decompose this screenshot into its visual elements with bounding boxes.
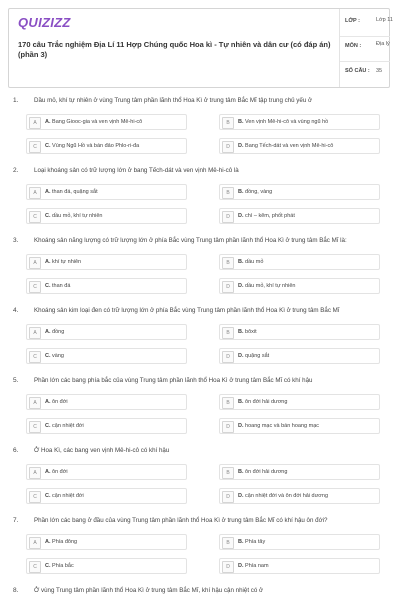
option-label: quặng sắt xyxy=(243,353,270,359)
option-text xyxy=(45,143,139,149)
option-letter-badge: D xyxy=(222,211,234,223)
option-letter-badge: B xyxy=(222,397,234,409)
option-text xyxy=(45,189,98,195)
option-prefix: C. xyxy=(45,143,51,149)
option-text xyxy=(238,469,287,475)
header-divider xyxy=(339,9,340,87)
option-label: Bang Giooc-gia và ven vịnh Mê-hi-cô xyxy=(50,119,143,125)
question-number: 1. xyxy=(13,97,19,104)
count-label: SỐ CÂU : xyxy=(345,68,370,74)
option-prefix: B. xyxy=(238,259,244,265)
meta-divider xyxy=(340,61,390,62)
answer-option-c[interactable] xyxy=(26,348,187,364)
option-text xyxy=(45,329,64,335)
option-prefix: B. xyxy=(238,189,244,195)
answer-option-c[interactable] xyxy=(26,138,187,154)
option-label: Ven vịnh Mê-hi-cô và vùng ngũ hồ xyxy=(243,119,329,125)
worksheet-title: 170 câu Trắc nghiệm Địa Lí 11 Hợp Chúng quốc Hoa kì - Tự nhiên và dân cư (có đáp án) (phần 3) xyxy=(18,40,331,59)
option-prefix: D. xyxy=(238,353,244,359)
answer-option-d[interactable] xyxy=(219,278,380,294)
option-prefix: B. xyxy=(238,539,244,545)
option-text xyxy=(238,563,269,569)
option-prefix: B. xyxy=(238,119,244,125)
option-text xyxy=(45,283,70,289)
option-text xyxy=(238,143,333,149)
option-label: dầu mỏ xyxy=(243,259,264,265)
option-text xyxy=(45,399,68,405)
option-prefix: A. xyxy=(45,259,51,265)
option-label: than đá, quặng sắt xyxy=(50,189,98,195)
answer-option-b[interactable] xyxy=(219,464,380,480)
option-label: Bang Tếch-dát và ven vịnh Mê-hi-cô xyxy=(243,143,334,149)
question-number: 8. xyxy=(13,587,19,594)
question-number: 3. xyxy=(13,237,19,244)
option-letter-badge: D xyxy=(222,491,234,503)
option-label: Phía tây xyxy=(243,539,266,545)
question-text: Ở vùng Trung tâm phần lãnh thổ Hoa Kì ở trung tâm Bắc Mĩ, khí hậu cận nhiệt có ở xyxy=(34,587,264,594)
question-text: Khoáng sản kim loại đen có trữ lượng lớn ở phía Bắc vùng Trung tâm phần lãnh thổ Hoa Kì ở trung tâm Bắc Mĩ xyxy=(34,307,340,314)
option-label: Phía bắc xyxy=(50,563,74,569)
option-prefix: B. xyxy=(238,469,244,475)
class-value: Lớp 11 xyxy=(376,17,393,23)
option-text xyxy=(45,353,64,359)
answer-option-d[interactable] xyxy=(219,418,380,434)
option-label: cận nhiệt đới xyxy=(50,423,84,429)
option-text xyxy=(238,353,269,359)
question-text: Ở Hoa Kì, các bang ven vịnh Mê-hi-cô có khí hậu xyxy=(34,447,170,454)
answer-option-c[interactable] xyxy=(26,488,187,504)
option-letter-badge: C xyxy=(29,561,41,573)
option-prefix: A. xyxy=(45,329,51,335)
option-label: ôn đới hải dương xyxy=(243,399,288,405)
option-text xyxy=(238,283,296,289)
option-text xyxy=(45,423,84,429)
question-text: Dầu mỏ, khí tự nhiên ở vùng Trung tâm phần lãnh thổ Hoa Kì ở trung tâm Bắc Mĩ tập trung chủ yếu ở xyxy=(34,97,313,104)
question-text: Phần lớn các bang ở đầu của vùng Trung tâm phần lãnh thổ Hoa Kì ở trung tâm Bắc Mĩ có khí hậu ôn đới? xyxy=(34,517,328,524)
option-prefix: D. xyxy=(238,493,244,499)
answer-option-a[interactable] xyxy=(26,324,187,340)
option-letter-badge: B xyxy=(222,257,234,269)
option-label: hoang mạc và bán hoang mạc xyxy=(243,423,320,429)
option-text xyxy=(238,259,263,265)
option-text xyxy=(238,539,265,545)
option-label: ôn đới xyxy=(50,399,68,405)
answer-option-a[interactable] xyxy=(26,114,187,130)
answer-option-d[interactable] xyxy=(219,558,380,574)
option-prefix: B. xyxy=(238,399,244,405)
option-prefix: C. xyxy=(45,423,51,429)
option-letter-badge: B xyxy=(222,537,234,549)
answer-option-a[interactable] xyxy=(26,394,187,410)
option-label: Phía đông xyxy=(50,539,78,545)
option-text xyxy=(238,329,257,335)
option-label: than đá xyxy=(50,283,71,289)
option-label: ôn đới hải dương xyxy=(243,469,288,475)
option-text xyxy=(45,469,68,475)
option-letter-badge: C xyxy=(29,141,41,153)
option-prefix: A. xyxy=(45,399,51,405)
option-text xyxy=(45,259,81,265)
option-prefix: C. xyxy=(45,283,51,289)
option-label: dầu mỏ, khí tự nhiên xyxy=(243,283,296,289)
option-text xyxy=(238,119,328,125)
option-label: cận nhiệt đới xyxy=(50,493,84,499)
option-prefix: D. xyxy=(238,563,244,569)
option-letter-badge: B xyxy=(222,187,234,199)
question-text: Phần lớn các bang phía bắc của vùng Trung tâm phần lãnh thổ Hoa Kì ở trung tâm Bắc Mĩ có khí hậu xyxy=(34,377,313,384)
option-text xyxy=(238,423,319,429)
option-letter-badge: B xyxy=(222,117,234,129)
option-letter-badge: A xyxy=(29,187,41,199)
option-prefix: C. xyxy=(45,213,51,219)
option-letter-badge: A xyxy=(29,537,41,549)
answer-option-b[interactable] xyxy=(219,324,380,340)
option-label: dầu mỏ, khí tự nhiên xyxy=(50,213,103,219)
option-letter-badge: B xyxy=(222,327,234,339)
option-text xyxy=(45,563,74,569)
answer-option-c[interactable] xyxy=(26,558,187,574)
class-label: LỚP : xyxy=(345,18,360,24)
option-prefix: C. xyxy=(45,353,51,359)
subject-label: MÔN : xyxy=(345,43,362,49)
option-prefix: A. xyxy=(45,469,51,475)
answer-option-d[interactable] xyxy=(219,488,380,504)
answer-option-a[interactable] xyxy=(26,254,187,270)
option-letter-badge: A xyxy=(29,467,41,479)
option-label: ôn đới xyxy=(50,469,68,475)
option-letter-badge: A xyxy=(29,257,41,269)
answer-option-c[interactable] xyxy=(26,208,187,224)
answer-option-b[interactable] xyxy=(219,114,380,130)
answer-option-b[interactable] xyxy=(219,254,380,270)
option-label: Vùng Ngũ Hồ và bán đảo Phlo-ri-đa xyxy=(50,143,140,149)
option-label: đồng xyxy=(50,329,65,335)
answer-option-d[interactable] xyxy=(219,138,380,154)
count-value: 35 xyxy=(376,68,383,74)
answer-option-d[interactable] xyxy=(219,208,380,224)
question-number: 2. xyxy=(13,167,19,174)
option-prefix: D. xyxy=(238,283,244,289)
worksheet-header xyxy=(8,8,393,88)
option-prefix: A. xyxy=(45,189,51,195)
option-label: cận nhiệt đới và ôn đới hải dương xyxy=(243,493,329,499)
option-prefix: C. xyxy=(45,493,51,499)
question-number: 6. xyxy=(13,447,19,454)
option-letter-badge: C xyxy=(29,491,41,503)
answer-option-a[interactable] xyxy=(26,464,187,480)
option-letter-badge: D xyxy=(222,141,234,153)
option-letter-badge: D xyxy=(222,561,234,573)
option-prefix: D. xyxy=(238,143,244,149)
option-letter-badge: B xyxy=(222,467,234,479)
option-label: chì – kẽm, phốt phát xyxy=(243,213,295,219)
question-text: Khoáng sản năng lượng có trữ lượng lớn ở phía Bắc vùng Trung tâm phần lãnh thổ Hoa Kì ở trung tâm Bắc Mĩ là: xyxy=(34,237,347,244)
option-text xyxy=(238,189,272,195)
question-text: Loại khoáng sản có trữ lượng lớn ở bang Tếch-dát và ven vịnh Mê-hi-cô là xyxy=(34,167,239,174)
option-label: vàng xyxy=(50,353,64,359)
option-letter-badge: A xyxy=(29,117,41,129)
option-letter-badge: A xyxy=(29,397,41,409)
answer-option-b[interactable] xyxy=(219,394,380,410)
option-prefix: B. xyxy=(238,329,244,335)
option-label: Phía nam xyxy=(243,563,269,569)
option-letter-badge: D xyxy=(222,281,234,293)
answer-option-a[interactable] xyxy=(26,184,187,200)
answer-option-b[interactable] xyxy=(219,534,380,550)
option-prefix: D. xyxy=(238,213,244,219)
option-label: đồng, vàng xyxy=(243,189,273,195)
question-number: 4. xyxy=(13,307,19,314)
option-prefix: C. xyxy=(45,563,51,569)
option-letter-badge: D xyxy=(222,351,234,363)
answer-option-b[interactable] xyxy=(219,184,380,200)
option-letter-badge: A xyxy=(29,327,41,339)
option-text xyxy=(45,493,84,499)
option-text xyxy=(45,213,103,219)
option-letter-badge: C xyxy=(29,421,41,433)
option-letter-badge: C xyxy=(29,281,41,293)
option-text xyxy=(238,399,287,405)
answer-option-d[interactable] xyxy=(219,348,380,364)
option-label: bôxit xyxy=(243,329,257,335)
option-text xyxy=(238,213,295,219)
option-prefix: A. xyxy=(45,119,51,125)
subject-value: Địa lý xyxy=(376,41,390,47)
option-text xyxy=(45,119,142,125)
answer-option-c[interactable] xyxy=(26,418,187,434)
brand-logo: QUIZIZZ xyxy=(18,15,71,30)
question-number: 5. xyxy=(13,377,19,384)
option-letter-badge: D xyxy=(222,421,234,433)
question-number: 7. xyxy=(13,517,19,524)
option-prefix: D. xyxy=(238,423,244,429)
option-text xyxy=(238,493,328,499)
option-letter-badge: C xyxy=(29,211,41,223)
option-prefix: A. xyxy=(45,539,51,545)
option-letter-badge: C xyxy=(29,351,41,363)
answer-option-a[interactable] xyxy=(26,534,187,550)
option-text xyxy=(45,539,77,545)
answer-option-c[interactable] xyxy=(26,278,187,294)
option-label: khí tự nhiên xyxy=(50,259,82,265)
meta-divider xyxy=(340,36,390,37)
